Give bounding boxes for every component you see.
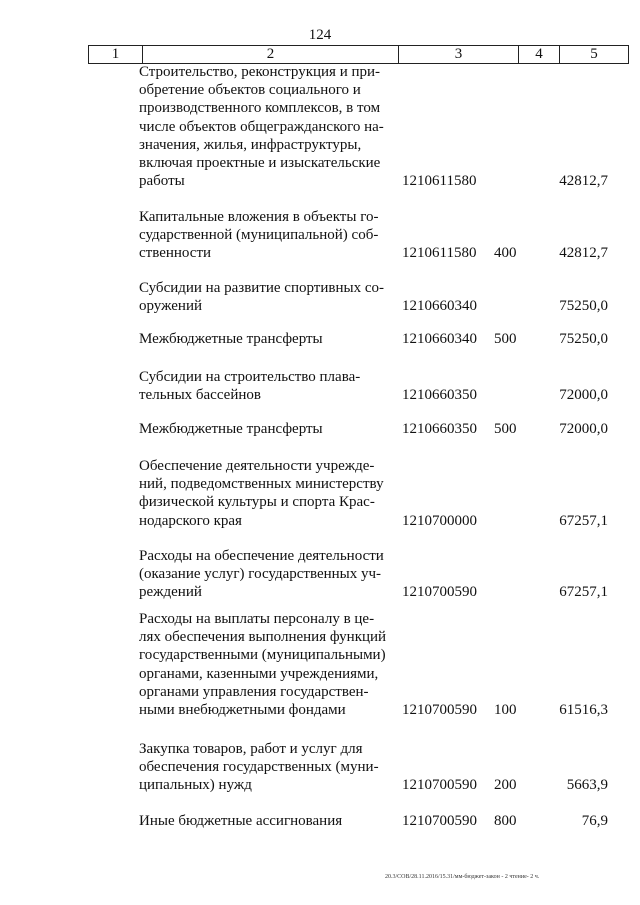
page-number: 124 bbox=[308, 27, 332, 43]
column-header-table bbox=[88, 45, 629, 64]
column-header-5: 5 bbox=[560, 46, 629, 64]
row-code: 1210611580 bbox=[402, 173, 477, 190]
description-line: производственного комплексов, в том bbox=[139, 100, 381, 117]
row-description bbox=[139, 368, 389, 404]
description-line: числе объектов общегражданского на- bbox=[139, 118, 384, 135]
description-line: Расходы на обеспечение деятельности bbox=[139, 548, 384, 564]
row-code: 1210700590 bbox=[402, 702, 477, 718]
description-line: нодарского края bbox=[139, 512, 242, 529]
description-line: Субсидии на развитие спортивных со- bbox=[139, 280, 384, 296]
description-line: сударственной (муниципальной) соб- bbox=[139, 227, 379, 244]
row-code: 1210611580 bbox=[402, 245, 477, 262]
row-code: 1210660340 bbox=[402, 331, 477, 347]
description-line: работы bbox=[139, 173, 185, 190]
row-amount: 75250,0 bbox=[559, 298, 608, 315]
row-amount: 42812,7 bbox=[559, 173, 608, 190]
row-description bbox=[139, 457, 389, 530]
description-line: Обеспечение деятельности учрежде- bbox=[139, 458, 375, 474]
description-line: включая проектные и изыскательские bbox=[139, 155, 381, 172]
row-amount: 75250,0 bbox=[559, 331, 608, 347]
row-description bbox=[139, 279, 389, 315]
row-code: 1210660350 bbox=[402, 387, 477, 404]
row-expense-type: 500 bbox=[494, 331, 517, 347]
description-line: Закупка товаров, работ и услуг для bbox=[139, 741, 363, 757]
row-amount: 5663,9 bbox=[566, 777, 608, 794]
description-line: физической культуры и спорта Крас- bbox=[139, 494, 375, 511]
row-description bbox=[139, 740, 389, 795]
row-code: 1210660350 bbox=[402, 421, 477, 437]
row-expense-type: 800 bbox=[494, 813, 517, 829]
description-line: государственными (муниципальными) bbox=[139, 647, 386, 664]
row-amount: 72000,0 bbox=[559, 421, 608, 437]
description-line: ний, подведомственных министерству bbox=[139, 476, 384, 493]
row-amount: 42812,7 bbox=[559, 245, 608, 262]
description-line: органами управления государствен- bbox=[139, 683, 369, 700]
row-amount: 76,9 bbox=[581, 813, 608, 829]
column-header-4: 4 bbox=[519, 46, 560, 64]
description-line: обеспечения государственных (муни- bbox=[139, 759, 379, 776]
row-description bbox=[139, 812, 389, 830]
description-line: реждений bbox=[139, 584, 202, 601]
row-description bbox=[139, 420, 389, 438]
row-description bbox=[139, 330, 389, 348]
column-header-3: 3 bbox=[399, 46, 519, 64]
description-line: Иные бюджетные ассигнования bbox=[139, 813, 343, 829]
row-expense-type: 200 bbox=[494, 777, 517, 794]
description-line: ными внебюджетными фондами bbox=[139, 702, 346, 719]
description-line: обретение объектов социального и bbox=[139, 82, 361, 99]
row-code: 1210700590 bbox=[402, 777, 477, 794]
row-expense-type: 400 bbox=[494, 245, 517, 262]
description-line: Субсидии на строительство плава- bbox=[139, 369, 361, 385]
description-line: тельных бассейнов bbox=[139, 387, 261, 404]
description-line: органами, казенными учреждениями, bbox=[139, 665, 379, 682]
row-amount: 67257,1 bbox=[559, 512, 608, 529]
column-header-2: 2 bbox=[143, 46, 399, 64]
row-description bbox=[139, 610, 389, 719]
row-expense-type: 500 bbox=[494, 421, 517, 437]
row-amount: 72000,0 bbox=[559, 387, 608, 404]
description-line: Расходы на выплаты персоналу в це- bbox=[139, 611, 375, 627]
description-line: Капитальные вложения в объекты го- bbox=[139, 209, 379, 225]
document-footer: 20.3/СОВ/28.11.2016/15.31/мм-бюджет-закон - 2 чтение- 2 ч. bbox=[385, 874, 540, 880]
row-expense-type: 100 bbox=[494, 702, 517, 718]
row-amount: 61516,3 bbox=[559, 702, 608, 718]
description-line: Строительство, реконструкция и при- bbox=[139, 64, 381, 80]
description-line: лях обеспечения выполнения функций bbox=[139, 629, 387, 646]
description-line: оружений bbox=[139, 298, 203, 315]
row-description bbox=[139, 547, 389, 602]
row-description bbox=[139, 208, 389, 263]
column-header-1: 1 bbox=[89, 46, 143, 64]
row-code: 1210700590 bbox=[402, 584, 477, 601]
description-line: (оказание услуг) государственных уч- bbox=[139, 566, 382, 583]
description-line: значения, жилья, инфраструктуры, bbox=[139, 136, 362, 153]
row-code: 1210700590 bbox=[402, 813, 477, 829]
description-line: ственности bbox=[139, 245, 212, 262]
description-line: ципальных) нужд bbox=[139, 777, 252, 794]
row-description bbox=[139, 63, 389, 190]
description-line: Межбюджетные трансферты bbox=[139, 331, 323, 347]
row-code: 1210660340 bbox=[402, 298, 477, 315]
row-code: 1210700000 bbox=[402, 512, 477, 529]
description-line: Межбюджетные трансферты bbox=[139, 421, 323, 437]
row-amount: 67257,1 bbox=[559, 584, 608, 601]
